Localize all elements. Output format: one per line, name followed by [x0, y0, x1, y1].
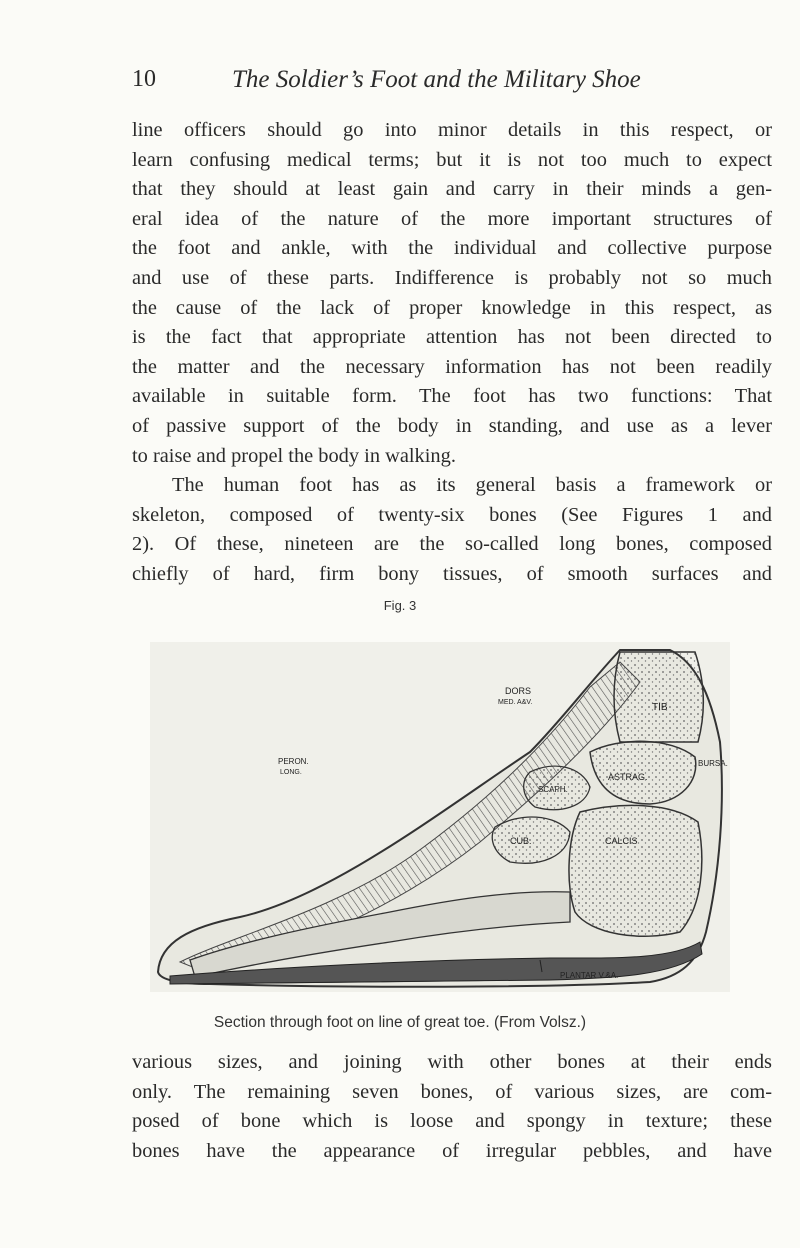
paragraph-3: [132, 1048, 772, 1166]
figure-label: Fig. 3: [383, 598, 417, 613]
text-line: that they should at least gain and carry in their minds a gen-: [132, 178, 772, 201]
calcaneus-bone: [569, 805, 702, 936]
text-line: skeleton, composed of twenty-six bones (See Figures 1 and: [132, 503, 772, 526]
text-line: is the fact that appropriate attention has not been directed to: [132, 326, 772, 349]
page-number: 10: [132, 66, 156, 92]
text-line: the cause of the lack of proper knowledge in this respect, as: [132, 296, 772, 319]
text-line: the matter and the necessary information has not been readily: [132, 355, 772, 378]
page-header: [132, 66, 692, 106]
text-line: the foot and ankle, with the individual and collective purpose: [132, 237, 772, 260]
label-tib: TIB: [652, 702, 668, 713]
text-line: various sizes, and joining with other bones at their ends: [132, 1051, 772, 1073]
text-line: of passive support of the body in standing, and use as a lever: [132, 414, 772, 437]
tibia-bone: [614, 652, 703, 742]
label-cub: CUB.: [510, 836, 532, 846]
label-dors-sub: MED. A&V.: [498, 699, 533, 706]
text-line: available in suitable form. The foot has two functions: That: [132, 385, 772, 408]
text-line: 2). Of these, nineteen are the so-called long bones, composed: [132, 533, 772, 556]
text-line: only. The remaining seven bones, of various sizes, are com-: [132, 1080, 772, 1103]
label-bursa: BURSA.: [698, 759, 728, 768]
text-line: to raise and propel the body in walking.: [132, 444, 456, 467]
running-title: The Soldier’s Foot and the Military Shoe: [232, 66, 641, 93]
text-line: learn confusing medical terms; but it is not too much to expect: [132, 148, 772, 171]
text-line: The human foot has as its general basis a framework or: [172, 474, 772, 496]
text-line: and use of these parts. Indifference is probably not so much: [132, 266, 772, 289]
figure-caption: Section through foot on line of great toe. (From Volsz.): [213, 1014, 587, 1031]
text-line: line officers should go into minor details in this respect, or: [132, 119, 772, 141]
label-calcis: CALCIS: [605, 836, 638, 846]
label-scaph: SCAPH.: [538, 785, 568, 794]
text-line: eral idea of the nature of the more important structures of: [132, 207, 772, 230]
label-plantar: PLANTAR V.&A.: [560, 971, 619, 980]
label-astrag: ASTRAG.: [608, 772, 648, 782]
label-peron-sub: LONG.: [280, 769, 302, 776]
foot-section-illustration: [150, 642, 730, 992]
label-dors: DORS: [505, 686, 532, 696]
figure-foot-section: [150, 642, 730, 992]
text-line: chiefly of hard, firm bony tissues, of smooth surfaces and: [132, 562, 772, 585]
label-peron: PERON.: [278, 757, 309, 766]
text-line: posed of bone which is loose and spongy in texture; these: [132, 1110, 772, 1133]
paragraph-2: [132, 471, 772, 589]
paragraph-1: [132, 116, 772, 471]
text-line: bones have the appearance of irregular pebbles, and have: [132, 1139, 772, 1162]
